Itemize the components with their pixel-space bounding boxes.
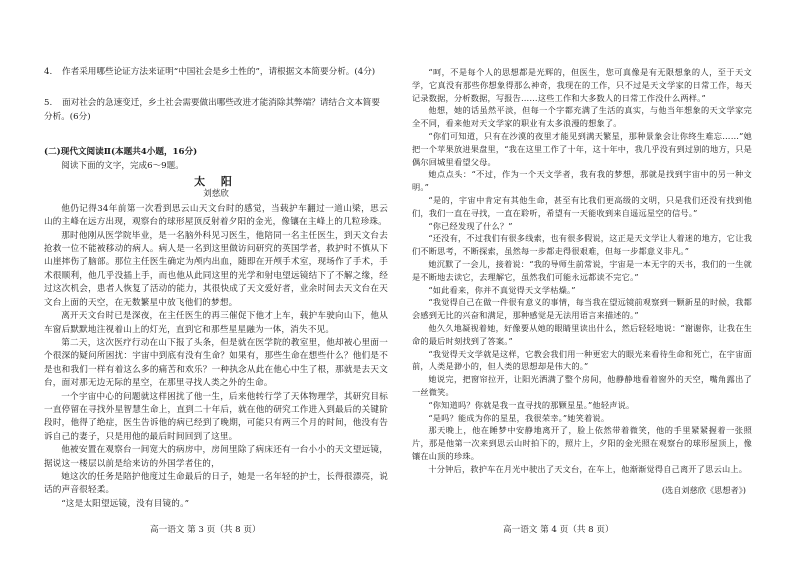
question-4 (44, 66, 388, 79)
left-article-body (44, 203, 388, 511)
right-column (412, 66, 752, 496)
article-paragraph: 他久久地凝视着她，好像要从她的眼睛里读出什么，然后轻轻地说：“谢谢你，让我在生命的最后时刻找到了答案。” (412, 322, 752, 346)
question-number: 4. (44, 67, 53, 77)
article-paragraph: 那时他刚从医学院毕业，是一名脑外科见习医生，他陪同一名主任医生，到天文台去抢救一位不能被移动的病人。病人是一名到这里做访问研究的英国学者，救护时不慎从下山崖摔伤了脑部。那位主任医生确定为颅内出血，随即在开颅手术室，现场作了手术，手术很顺利，他几乎没插上手，而也他从此同这里的光学和射电望远镜结下了不解之缘，经过这次机会，患者人恢复了活动的能力，其很快成了天文爱好者，业余时间去天文台在天文台上面的天空，在无数繁星中放飞他们的梦想。 (44, 230, 388, 308)
page-footer-right: 高一语文 第 4 页（共 8 页） (503, 525, 614, 535)
article-paragraph: “这是太阳望远镜，没有目镜的。” (61, 498, 190, 509)
article-paragraph: “还没有，不过我们有很多线索，也有很多假说，这正是天文学让人着迷的地方，它让我们不断思考，不断探索，虽然每一步都走得很艰难，但每一步都意义非凡。” (412, 233, 752, 257)
right-article-body (412, 66, 752, 476)
question-text: 面对社会的急速变迁，乡土社会需要做出哪些改进才能消除其弊端？请结合文本简要分析。(6分) (44, 98, 380, 122)
page-footer-left: 高一语文 第 3 页（共 8 页） (150, 525, 261, 535)
article-paragraph: “如此看来，你并不真觉得天文学枯燥。” (428, 284, 576, 295)
article-paragraph: 他仍记得34年前第一次看到思云山天文台时的感觉，当载护车翻过一道山梁，思云山的主峰在远方出现，观察台的球形屋顶反射着夕阳的金光，像镶在主峰上的几粒珍珠。 (44, 203, 388, 228)
question-5 (44, 97, 388, 124)
question-text: 作者采用哪些论证方法来证明“中国社会是乡土性的”，请根据文本简要分析。(4分) (62, 67, 376, 77)
article-author: 刘慈欣 (203, 189, 229, 200)
article-paragraph: 他被安置在观察台一间宽大的病房中，房间里除了病床还有一台小小的天文望远镜，据说这一楼层以前是给来访的外国学者住的， (44, 445, 388, 469)
article-title: 太 阳 (194, 175, 238, 189)
article-paragraph: 十分钟后，救护车在月光中驶出了天文台，在车上，他渐渐觉得自己离开了思云山上。 (428, 463, 748, 474)
article-paragraph: 她沉默了一会儿，接着说：“我的导师生前常说，宇宙是一本无字的天书，我们的一生就是不断地去读它，去理解它，虽然我们可能永远都读不完它。” (412, 258, 752, 282)
article-paragraph: 她说完，把窗帘拉开，让阳光洒满了整个房间，他静静地看着窗外的天空，嘴角露出了一丝微笑。 (412, 374, 752, 397)
article-paragraph: “你们可知道，只有在沙漠的夜里才能见到满天繁星，那种景象会让你终生难忘……”她把一个苹果放进果盘里，“我在这里工作了十年，这十年中，我几乎没有到过别的地方，只是偶尔回城里看望父母。 (412, 130, 752, 167)
article-paragraph: “是吗？能成为你的星星，我很荣幸。”她笑着说。 (428, 412, 610, 423)
article-paragraph: “呵，不是每个人的思想都是光辉的，但医生，您可真像是有无限想象的人，至于天文学，它真没有那些你想象得那么神奇，我现在的工作，只不过是天文学家的日常工作，每天记录数据，分析数据，写报告……这些工作和大多数人的日常工作没什么两样。” (412, 67, 752, 103)
article-paragraph: “你已经发现了什么？” (428, 220, 513, 231)
article-paragraph: 第二天，这次医疗行动在山下报了头条，但是就在医学院的教室里，他却被心里面一个很深的疑问所困扰：宇宙中到底有没有生命？如果有，那些生命在想些什么？他们是不是也和我们一样有着这么多的痛苦和欢乐？一种执念从此在他心中生了根，那就是去天文台，面对那无边无际的星空，在那里寻找人类之外的生命。 (44, 337, 388, 389)
article-paragraph: “我觉得自己在做一件很有意义的事情，每当我在望远镜前观察到一颗新星的时候，我都会感到无比的兴奋和满足，那种感觉是无法用语言来描述的。” (412, 297, 752, 321)
section-instruction: 阅读下面的文字，完成6～9题。 (61, 160, 184, 171)
article-paragraph: 一个宇宙中心的问题就这样困扰了他一生，后来他转行学了天体物理学，其研究目标一直停留在寻找外星智慧生命上，直到二十年后，就在他的研究工作进入到最后的关键阶段时，他得了绝症，医生告诉他的病已经到了晚期，可能只有两三个月的时间，他没有告诉自己的妻子，只是用他的最后时间回到了这里。 (44, 391, 388, 442)
article-paragraph: “你知道吗？你就是我一直寻找的那颗星星。”他轻声说。 (428, 399, 635, 410)
article-paragraph: 她这次的任务是陪护他度过生命最后的日子，她是一名年轻的护士，长得很漂亮，说话的声音很轻柔。 (44, 471, 388, 496)
question-number: 5. (44, 98, 53, 109)
article-paragraph: 他想，她的话虽然平淡，但每一个字都充满了生活的真实，与他当年想象的天文学家完全不同，看来他对天文学家的职业有太多浪漫的想象了。 (412, 105, 752, 129)
article-paragraph: 她点点头：“不过，作为一个天文学者，我有我的梦想，那就是找到宇宙中的另一种文明。” (412, 169, 752, 193)
section-heading: (二)现代文阅读Ⅱ(本题共4小题，16分) (44, 147, 198, 158)
article-paragraph: “是的，宇宙中肯定有其他生命，甚至有比我们更高级的文明，只是我们还没有找到他们，我们一直在寻找，一直在聆听，希望有一天能收到来自遥远星空的信号。” (412, 194, 752, 218)
left-column (44, 66, 388, 511)
article-paragraph: 离开天文台时已是深夜，在主任医生的再三催促下他才上车，载护车驶向山下，他从车窗后默默地注视着山上的灯光，直到它和那些星星融为一体，消失不见。 (44, 311, 388, 335)
article-paragraph: 那天晚上，他在睡梦中安静地离开了，脸上依然带着微笑，他的手里紧紧握着一张照片，那是他第一次来到思云山时拍下的，照片上，夕阳的金光照在观察台的球形屋顶上，像镶在山顶的珍珠。 (412, 425, 752, 461)
article-source: (选自刘慈欣《思想者》) (661, 484, 746, 495)
article-paragraph: “我觉得天文学就是这样，它教会我们用一种更宏大的眼光来看待生命和死亡，在宇宙面前，人类是渺小的，但人类的思想却是伟大的。” (412, 348, 752, 372)
